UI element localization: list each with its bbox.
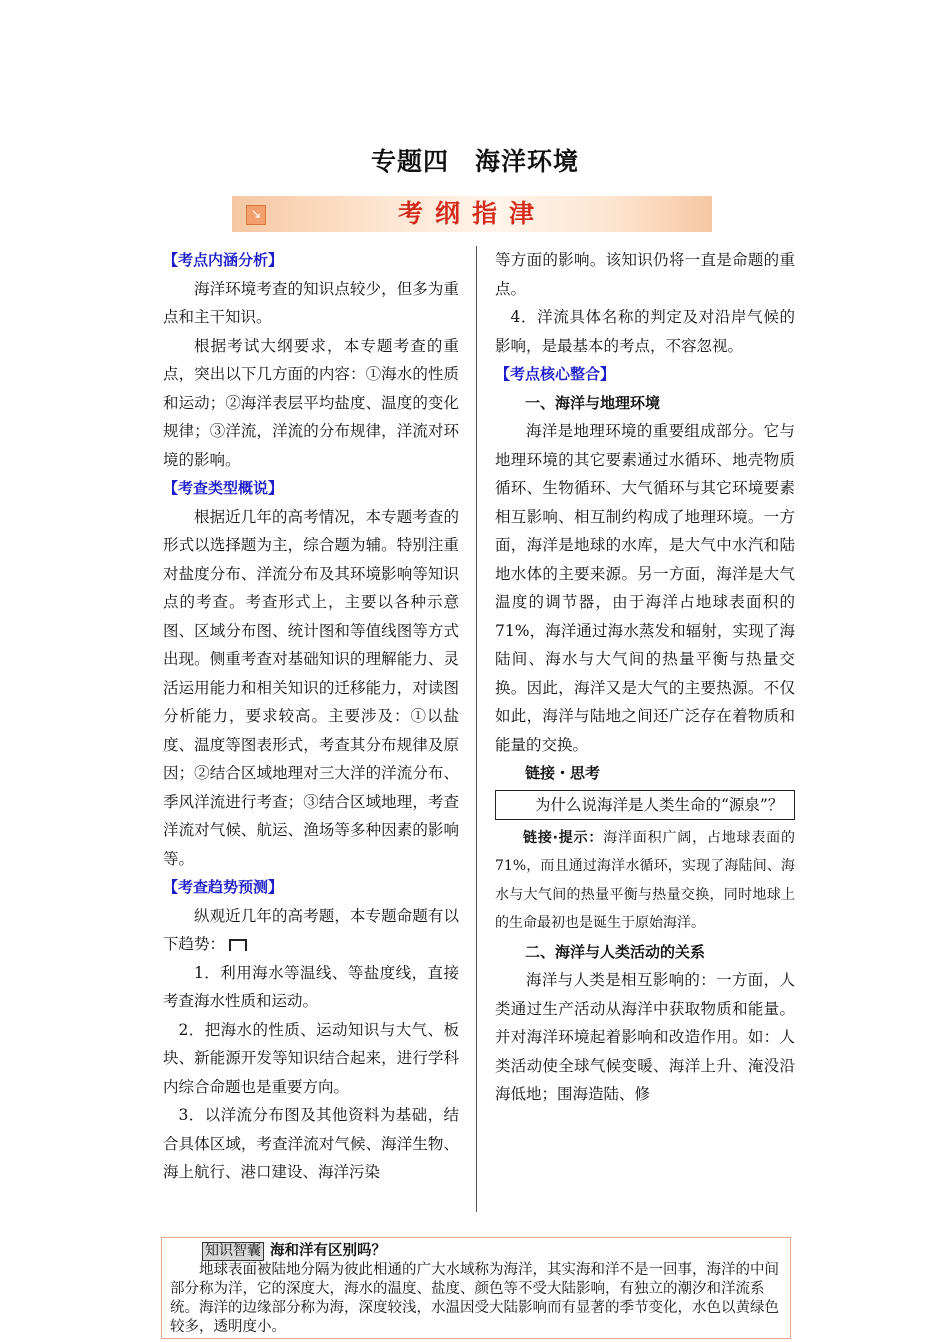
left-column [163, 246, 459, 1187]
arrow-down-right-icon: ↘ [246, 205, 266, 225]
hint-label: 链接·提示： [523, 829, 604, 846]
banner-title: 考纲指津 [397, 199, 546, 228]
note-question: 海和洋有区别吗？ [270, 1243, 386, 1259]
section-heading: 【考点内涵分析】 [163, 251, 284, 269]
note-text: 地球表面被陆地分隔为彼此相通的广大水域称为海洋，其实海和洋不是一回事，海洋的中间部分称为洋，它的深度大，海水的温度、盐度、颜色等不受大陆影响，有独立的潮汐和洋流系统。海洋的边缘部分称为海，深度较浅，水温因受大陆影响而有显著的季节变化，水色以黄绿色较多，透明度小。 [170, 1262, 779, 1335]
page-title: 专题四 海洋环境 [370, 147, 579, 176]
section-heading: 【考点核心整合】 [495, 365, 616, 383]
note-body [170, 1242, 782, 1337]
question-box: 为什么说海洋是人类生命的“源泉”？ [495, 790, 795, 820]
paragraph: 海洋环境考查的知识点较少，但多为重点和主干知识。 [163, 279, 459, 326]
bracket-mark-icon [229, 939, 247, 951]
trend-intro: 纵观近几年的高考题，本专题命题有以下趋势： [163, 906, 459, 953]
paragraph: 海洋与人类是相互影响的：一方面，人类通过生产活动从海洋中获取物质和能量。并对海洋环境起着影响和改造作用。如：人类活动使全球气候变暖、海洋上升、淹没沿海低地；围海造陆、修 [495, 971, 795, 1103]
list-item: 3．以洋流分布图及其他资料为基础，结合具体区域，考查洋流对气候、海洋生物、海上航行、港口建设、海洋污染 [163, 1106, 459, 1181]
section-heading: 【考查趋势预测】 [163, 878, 284, 896]
list-item: 1．利用海水等温线、等盐度线，直接考查海水性质和运动。 [163, 963, 459, 1010]
subheading: 一、海洋与地理环境 [525, 393, 661, 412]
subheading: 二、海洋与人类活动的关系 [525, 942, 706, 961]
hint-paragraph [495, 824, 795, 938]
section-heading: 【考查类型概说】 [163, 479, 284, 497]
paragraph: 海洋是地理环境的重要组成部分。它与地理环境的其它要素通过水循环、地壳物质循环、生物循环、大气循环与其它环境要素相互影响、相互制约构成了地理环境。一方面，海洋是地球的水库，是大气中水汽和陆地水体的主要来源。另一方面，海洋是大气温度的调节器，由于海洋占地球表面积的71%，海洋通过海水蒸发和辐射，实现了海陆间、海水与大气间的热量平衡与热量交换。因此，海洋又是大气的主要热源。不仅如此，海洋与陆地之间还广泛存在着物质和能量的交换。 [495, 422, 795, 754]
hint-text: 海洋面积广阔，占地球表面的71%，而且通过海洋水循环，实现了海陆间、海水与大气间的热量平衡与热量交换，同时地球上的生命最初也是诞生于原始海洋。 [495, 829, 795, 931]
right-column [495, 246, 795, 1109]
link-think-label: 链接・思考 [525, 764, 601, 782]
column-divider [476, 246, 477, 1212]
paragraph [163, 902, 459, 959]
list-item: 2．把海水的性质、运动知识与大气、板块、新能源开发等知识结合起来，进行学科内综合命题也是重要方向。 [163, 1020, 459, 1096]
note-tag: 知识智囊 [202, 1242, 264, 1261]
section-banner [232, 196, 712, 232]
paragraph: 根据考试大纲要求，本专题考查的重点，突出以下几方面的内容：①海水的性质和运动；②海洋表层平均盐度、温度的变化规律；③洋流，洋流的分布规律，洋流对环境的影响。 [163, 336, 459, 469]
knowledge-note-box [161, 1237, 791, 1339]
paragraph: 等方面的影响。该知识仍将一直是命题的重点。 [495, 251, 795, 298]
paragraph: 根据近几年的高考情况，本专题考查的形式以选择题为主，综合题为辅。特别注重对盐度分布、洋流分布及其环境影响等知识点的考查。考查形式上，主要以各种示意图、区域分布图、统计图和等值线图等方式出现。侧重考查对基础知识的理解能力、灵活运用能力和相关知识的迁移能力，对读图分析能力，要求较高。主要涉及：①以盐度、温度等图表形式，考查其分布规律及原因；②结合区域地理对三大洋的洋流分布、季风洋流进行考查；③结合区域地理，考查洋流对气候、航运、渔场等多种因素的影响等。 [163, 507, 459, 868]
list-item: 4．洋流具体名称的判定及对沿岸气候的影响，是最基本的考点，不容忽视。 [495, 308, 795, 355]
